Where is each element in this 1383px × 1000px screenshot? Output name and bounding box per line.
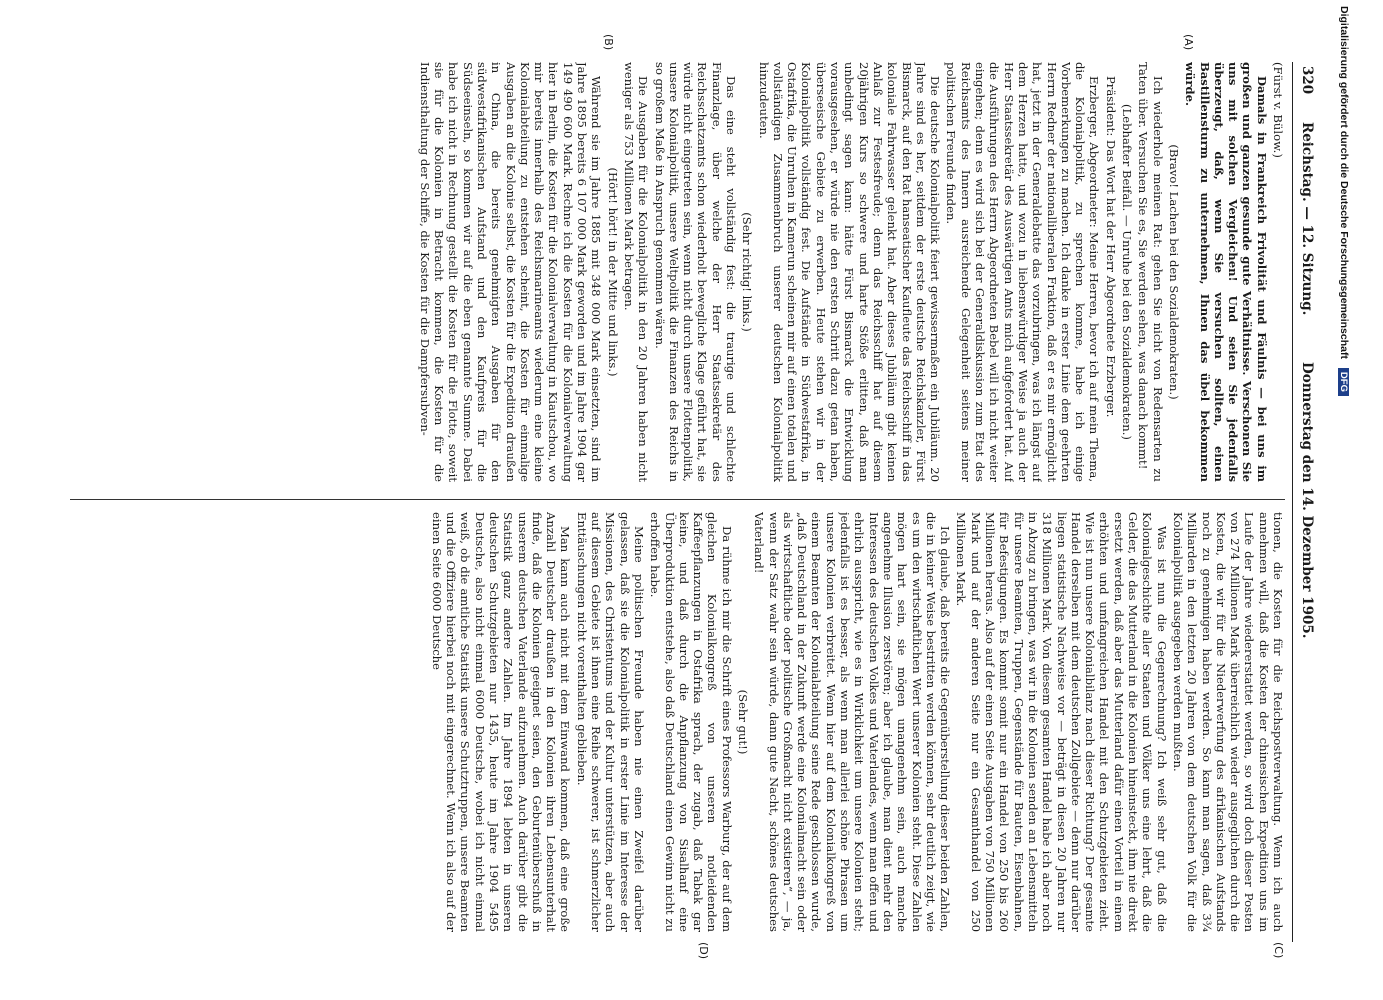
- margin-marker-a: (A): [1182, 34, 1195, 51]
- paragraph: (Bravo! Lachen bei den Sozialdemokraten.): [1166, 144, 1181, 400]
- page-number: 320: [1299, 66, 1315, 95]
- paragraph: Das eine steht vollständig fest: die traurige und schlechte Finanzlage, über welche der Herr Staatssekretär des Reichsschatzamts schon wiederholt bewegliche Klage geführt hat, sie würde nicht eingetreten sein, wenn nicht durch unsere Flottenpolitik, unsere Kolonialpolitik, unsere Weltpolitik die Finanzen des Reichs in so großem Maße in Anspruch genommen wären.: [652, 62, 739, 482]
- paragraph: Da rühme ich mir die Schrift eines Professors Warburg, der auf dem gleichen Kolonialkongreß von unseren notleidenden Kaffeepflanzungen in Ostafrika sprach, der zugab, daß Tabak gar keine, und daß durch die Anpflanzung von Sisalhanf eine Überproduktion entstehe, also daß Deutschland einen Gewinn nicht zu erhoffen habe.: [648, 512, 734, 932]
- paragraph: Damals in Frankreich Frivolität und Fäulnis — bei uns im großen und ganzen gesunde gute Verhältnisse. Verschonen Sie uns mit solchen Vergleichen! Und seien Sie jedenfalls überzeugt, daß, wenn Sie versuchen sollten, einen Bastillensturm zu unternehmen, Ihnen das übel bekommen würde.: [1183, 62, 1269, 482]
- paragraph: Erzberger, Abgeordneter: Meine Herren, bevor ich auf mein Thema, die Kolonialpolitik, zu sprechen komme, habe ich einige Vorbemerkungen zu machen. Ich danke in erster Linie dem geehrten Herrn Redner der nationalliberalen Fraktion, daß er es mir ermöglicht hat, jetzt in der Generaldebatte das vorzubringen, was ich längst auf dem Herzen hatte, und wozu in liebenswürdiger Weise ja auch der Herr Staatssekretär des Auswärtigen Amts mich aufgefordert hat. Auf die Ausführungen des Herrn Abgeordneten Bebel will ich nicht weiter eingehen; denn es wird sich bei der Generaldiskussion zum Etat des Reichsamts des Innern ausreichende Gelegenheit seitens meiner politischen Freunde finden.: [944, 62, 1102, 482]
- paragraph: Ich glaube, daß bereits die Gegenüberstellung dieser beiden Zahlen, die in keiner Weise bestritten werden können, sehr deutlich zeigt, wie es um den wirtschaftlichen Wert unserer Kolonien steht. Diese Zahlen mögen hart sein, sie mögen unangenehm sein, auch manche angenehme Illusion zerstören; aber ich glaube, man dient mehr den Interessen des deutschen Volkes und Vaterlandes, wenn man offen und ehrlich ausspricht, wie es in Wirklichkeit um unsere Kolonien steht; jedenfalls ist es besser, als wenn man allerlei schöne Phrasen um unsere Kolonien verbreitet. Wenn hier auf dem Kolonialkongreß von einem Beamten der Kolonialabteilung seine Rede geschlossen wurde, „daß Deutschland in der Zukunft werde eine Kolonialmacht sein oder als wirtschaftliche oder politische Großmacht nicht existieren“, — ja, wenn der Satz wahr sein würde, dann gute Nacht, schönes deutsches Vaterland!: [752, 512, 953, 932]
- paragraph: Meine politischen Freunde haben nie einen Zweifel darüber gelassen, daß sie die Kolonialpolitik in erster Linie im Interesse der Missionen, des Christentums und der Kultur unterstützen, aber auch auf diesem Gebiete ist ihnen eine Reihe schwerer, ist schmerzlicher Enttäuschungen nicht vorenthalten geblieben.: [574, 512, 646, 932]
- running-head-left: Reichstag. — 12. Sitzung.: [1299, 122, 1315, 316]
- paragraph: Ich wiederhole meinen Rat: gehen Sie nicht von Redensarten zu Taten über. Versuchen Sie es, Sie werden sehen, was danach kommt!: [1136, 62, 1165, 482]
- right-column: [65, 512, 1285, 932]
- dfg-logo: DFG: [1338, 368, 1349, 396]
- paragraph: Während sie im Jahre 1885 mit 348 000 Mark einsetzten, sind im Jahre 1895 bereits 6 107 000 Mark geworden und im Jahre 1904 gar 149 490 600 Mark. Rechne ich die Kosten für die Kolonialverwaltung hier in Berlin, die Kosten für die Kolonialverwaltung in Kiautschou, wo mir bereits innerhalb des Reichsmarineamts wiederum eine kleine Kolonialabteilung zu entstehen scheint, die Kosten für einmalige Ausgaben an die Kolonie selbst, die Kosten für die Expedition draußen in China, die bereits genehmigten Ausgaben für den südwestafrikanischen Aufstand und den Kaufpreis für die Südseeinseln, so kommen wir auf die eben genannte Summe. Dabei habe ich nicht in Rechnung gestellt die Kosten für die Flotte, soweit sie für die Kolonien in Betracht kommen, die Kosten für die Indiensthaltung der Schiffe, die Kosten für die Dampfersubven-: [417, 62, 604, 482]
- paragraph: Was ist nun die Gegenrechnung? Ich weiß sehr gut, daß die Kolonialgeschichte aller Staaten und Völker uns eine lehrt, daß die Gelder, die das Mutterland in die Kolonien hineinsteckt, ihm nie direkt ersetzt werden, daß aber das Mutterland dafür einen Vorteil in einem erhöhten und umfangreichen Handel mit den Schutzgebieten zieht. Wie ist nun unsere Kolonialbilanz nach dieser Richtung? Der gesamte Handel derselben mit dem deutschen Zollgebiete — denn nur darüber liegen statistische Nachweise vor — beträgt in diesen 20 Jahren nur 318 Millionen Mark. Von diesem gesamten Handel habe ich aber noch in Abzug zu bringen, was wir in die Kolonien senden an Lebensmitteln für unsere Beamten, Truppen, Gegenstände für Bauten, Eisenbahnen, für Befestigungen. Es kommt somit nur ein Handel von 250 bis 260 Millionen heraus. Also auf der einen Seite Ausgaben von 750 Millionen Mark und auf der anderen Seite nur ein Gesamthandel von 250 Millionen Mark.: [954, 512, 1169, 932]
- paragraph: Die deutsche Kolonialpolitik feiert gewissermaßen ein Jubiläum. 20 Jahre sind es her, seitdem der erste deutsche Reichskanzler, Fürst Bismarck, auf den Rat hanseatischer Kaufleute das Reichsschiff in das koloniale Fahrwasser gelenkt hat. Aber dieses Jubiläum gibt keinen Anlaß zur Festesfreude; denn das Reichsschiff hat auf diesem 20jährigen Kurs so schwere und harte Stöße erlitten, daß man unbedingt sagen kann: hätte Fürst Bismarck die Entwicklung vorausgesehen, er würde nie den ersten Schritt dazu getan haben, überseeische Gebiete zu erwerben. Heute stehen wir in der Kolonialpolitik vollständig fest. Die Aufstände in Südwestafrika, in Ostafrika, die Unruhen in Kamerun scheinen mir auf einen totalen und vollständigen Zusammenbruch unserer deutschen Kolonialpolitik hinzudeuten.: [756, 62, 943, 482]
- running-head-right: Donnerstag den 14. Dezember 1905.: [1299, 362, 1315, 639]
- paragraph: (Lebhafter Beifall. — Unruhe bei den Sozialdemokraten.): [1120, 104, 1135, 440]
- digitization-credit: [1324, 6, 1350, 646]
- paragraph: Man kann auch nicht mit dem Einwand kommen, daß eine große Anzahl Deutscher draußen in den Kolonien ihren Lebensunterhalt finde, daß die Kolonien geeignet seien, den Geburtenüberschuß in unserem deutschen Vaterlande aufzunehmen. Auch darüber gibt die Statistik ganz andere Zahlen. Im Jahre 1894 lebten in unseren deutschen Schutzgebieten nur 1435, heute im Jahre 1904 5495 Deutsche, also nicht einmal 6000 Deutsche, wobei ich nicht einmal weiß, ob die amtliche Statistik unsere Schutztruppen, unsere Beamten und die Offiziere hierbei noch mit eingerechnet. Wenn ich also auf der einen Seite 6000 Deutsche: [429, 512, 573, 932]
- left-column: [65, 62, 1285, 482]
- rotated-page: [55, 34, 1315, 960]
- margin-marker-b: (B): [602, 34, 615, 51]
- paragraph: (Hört! hört! in der Mitte und links.): [605, 167, 620, 377]
- page-header: [1292, 62, 1315, 942]
- paragraph: (Sehr richtig! links.): [740, 212, 755, 332]
- paragraph: (Fürst v. Bülow.): [1271, 62, 1285, 158]
- column-divider: [70, 499, 1285, 500]
- margin-marker-c: (C): [1272, 942, 1285, 959]
- margin-marker-d: (D): [697, 942, 710, 960]
- credit-text: Digitalisierung gefördert durch die Deutsche Forschungsgemeinschaft: [1338, 6, 1350, 359]
- paragraph: Präsident: Das Wort hat der Herr Abgeordnete Erzberger.: [1103, 76, 1118, 418]
- paragraph: (Sehr gut!): [736, 689, 751, 755]
- paragraph: tionen, die Kosten für die Reichspostverwaltung. Wenn ich auch annehmen will, daß die Kosten der chinesischen Expedition uns im Laufe der Jahre wiedererstattet werden, so wird doch dieser Posten von 274 Millionen Mark überreichlich wieder ausgeglichen durch die Kosten, die wir für die Niederwerfung des afrikanischen Aufstands noch zu genehmigen haben werden. So kann man sagen, daß 3¾ Milliarden in den letzten 20 Jahren von dem deutschen Volk für die Kolonialpolitik ausgegeben werden mußten.: [1170, 512, 1285, 932]
- paragraph: Die Ausgaben für die Kolonialpolitik in den 20 Jahren haben nicht weniger als 753 Millionen Mark betragen.: [621, 62, 651, 482]
